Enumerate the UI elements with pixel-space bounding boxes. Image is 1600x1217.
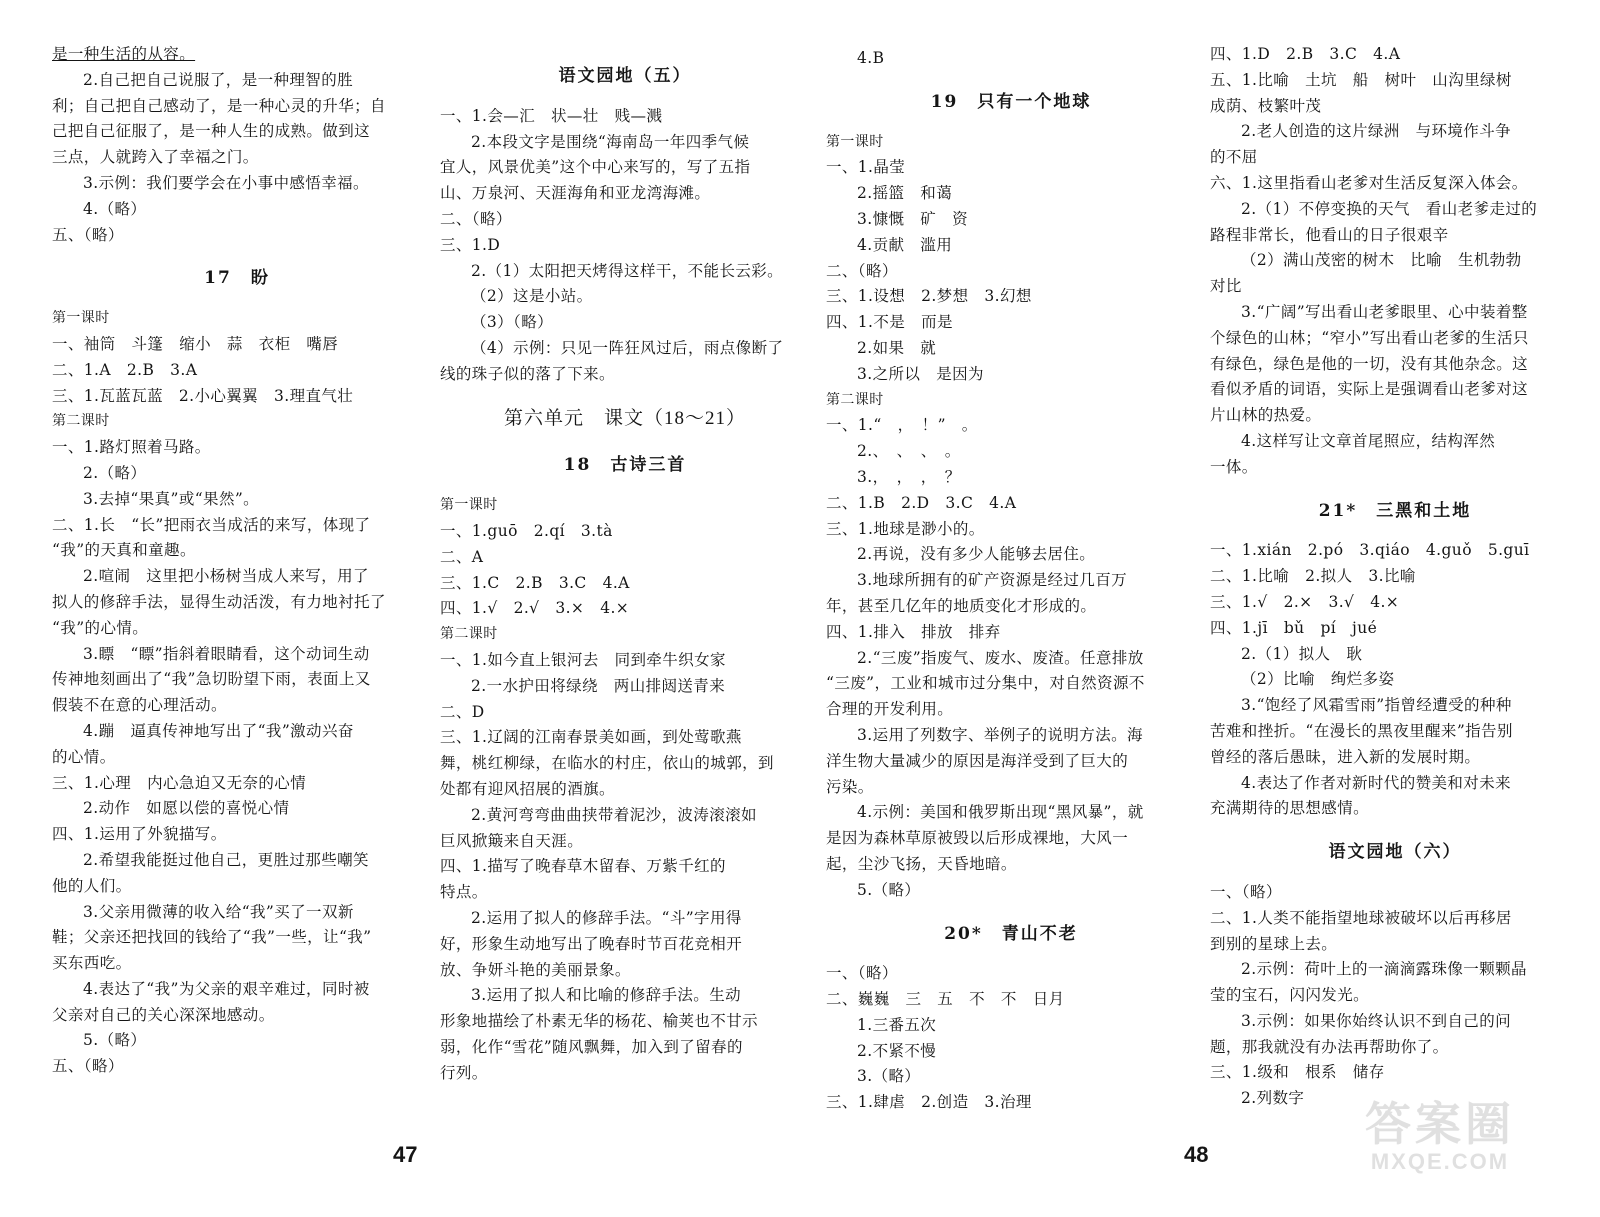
lesson-heading: 17 盼 [204, 268, 270, 289]
text-line: 第二课时 [826, 391, 884, 408]
text-line: 3.去掉“果真”或“果然”。 [83, 489, 260, 508]
text-line: 四、1.描写了晚春草木留春、万紫千红的 [440, 857, 726, 876]
text-line: 处都有迎风招展的酒旗。 [440, 779, 615, 798]
text-line: 线的珠子似的落了下来。 [440, 364, 615, 383]
text-line: 鞋；父亲还把找回的钱给了“我”一些，让“我” [52, 928, 372, 947]
text-line: 拟人的修辞手法，显得生动活泼，有力地衬托了 [52, 592, 386, 611]
text-line: 二、巍巍 三 五 不 不 日月 [826, 990, 1065, 1009]
unit-title: 第六单元 课文（18～21） [503, 407, 746, 429]
text-line: 二、D [440, 702, 485, 721]
text-line: 4.B [857, 49, 885, 67]
text-line: 2.本段文字是围绕“海南岛一年四季气候 [471, 132, 750, 151]
watermark-text: 答案圈 [1365, 1098, 1515, 1150]
text-line: 五、（略） [52, 225, 124, 244]
page-number: 47 [393, 1142, 418, 1167]
text-line: 二、A [440, 547, 484, 566]
column-3 [826, 42, 1196, 1116]
text-line: 2.（略） [83, 463, 147, 482]
text-line: 2.动作 如愿以偿的喜悦心情 [83, 799, 290, 818]
text-line: 4.蹦 逼真传神地写出了“我”激动兴奋 [83, 721, 354, 740]
text-line: 1.三番五次 [857, 1015, 937, 1034]
text-line: 三、1.地球是渺小的。 [826, 519, 985, 538]
text-line: 第二课时 [52, 413, 110, 430]
text-line: 四、1.jī bǔ pí jué [1210, 618, 1378, 637]
text-line: 洋生物大量减少的原因是海洋受到了巨大的 [826, 751, 1129, 770]
text-line: 2.黄河弯弯曲曲挟带着泥沙，波涛滚滚如 [471, 805, 757, 824]
text-line: 2.老人创造的这片绿洲 与环境作斗争 [1241, 122, 1511, 141]
text-line: 3.父亲用微薄的收入给“我”买了一双新 [83, 902, 354, 921]
text-line: 个绿色的山林；“窄小”写出看山老爹的生活只 [1210, 328, 1529, 347]
text-line: 是一种生活的从容。 [52, 45, 196, 63]
text-line: 买东西吃。 [52, 954, 132, 973]
text-line: 的不屈 [1210, 148, 1258, 167]
text-line: 好，形象生动地写出了晚春时节百花竞相开 [440, 934, 743, 953]
text-line: 题，那我就没有办法再帮助你了。 [1210, 1037, 1449, 1056]
watermark-logo [1320, 1099, 1560, 1189]
text-line: 行列。 [440, 1063, 488, 1082]
text-line: 对比 [1210, 277, 1242, 296]
text-line: 四、1.运用了外貌描写。 [52, 825, 227, 844]
text-line: 2.如果 就 [857, 338, 937, 357]
text-line: 巨风掀簸来自天涯。 [440, 831, 584, 850]
text-line: 3.“广阔”写出看山老爹眼里、心中装着整 [1241, 302, 1528, 321]
text-line: 三、1.瓦蓝瓦蓝 2.小心翼翼 3.理直气壮 [52, 386, 354, 405]
text-line: 一、（略） [826, 964, 898, 983]
text-line: 三、1.级和 根系 储存 [1210, 1063, 1385, 1082]
text-line: 曾经的落后愚昧，进入新的发展时期。 [1210, 747, 1481, 766]
text-line: 他的人们。 [52, 876, 132, 895]
column-4 [1210, 42, 1580, 1112]
text-line: 三、1.√ 2.× 3.√ 4.× [1210, 592, 1400, 611]
text-line: 片山林的热爱。 [1210, 406, 1322, 425]
text-line: 四、1.√ 2.√ 3.× 4.× [440, 599, 630, 618]
text-line: 三、1.心理 内心急迫又无奈的心情 [52, 773, 307, 792]
text-line: 特点。 [440, 883, 488, 902]
text-line: 四、1.不是 而是 [826, 313, 953, 332]
text-line: 3.地球所拥有的矿产资源是经过几百万 [857, 571, 1127, 590]
text-line: 四、1.排入 排放 排弃 [826, 622, 1001, 641]
text-line: 放、争妍斗艳的美丽景象。 [440, 960, 631, 979]
text-line: 五、（略） [52, 1057, 124, 1076]
text-line: 3.运用了拟人和比喻的修辞手法。生动 [471, 986, 741, 1005]
lesson-heading: 18 古诗三首 [563, 455, 687, 476]
column-2 [440, 42, 810, 1086]
column-1 [52, 42, 422, 1080]
text-line: 路程非常长，他看山的日子很艰辛 [1210, 225, 1449, 244]
section-heading: 语文园地（五） [558, 66, 692, 86]
text-line: 二、1.比喻 2.拟人 3.比喻 [1210, 567, 1416, 586]
text-line: 形象地描绘了朴素无华的杨花、榆荚也不甘示 [440, 1012, 759, 1031]
text-line: 5.（略） [857, 880, 921, 899]
text-line: 2.（1）拟人 耿 [1241, 644, 1363, 663]
lesson-heading: 21* 三黑和土地 [1318, 500, 1472, 521]
text-line: “我”的天真和童趣。 [52, 541, 196, 560]
text-line: 三、1.设想 2.梦想 3.幻想 [826, 287, 1032, 306]
page-number: 48 [1184, 1142, 1209, 1167]
text-line: 一、1.晶莹 [826, 158, 906, 177]
text-line: 第一课时 [52, 310, 110, 327]
text-line: “我”的心情。 [52, 618, 149, 637]
text-line: 苦难和挫折。“在漫长的黑夜里醒来”指告别 [1210, 721, 1513, 740]
text-line: 二、1.A 2.B 3.A [52, 360, 198, 379]
text-line: 2.自己把自己说服了，是一种理智的胜 [83, 70, 353, 89]
text-line: （4）示例：只见一阵狂风过后，雨点像断了 [471, 338, 784, 357]
text-line: 二、1.人类不能指望地球被破坏以后再移居 [1210, 908, 1512, 927]
text-line: 舞，桃红柳绿，在临水的村庄，依山的城郭，到 [440, 754, 774, 773]
text-line: 合理的开发利用。 [826, 700, 954, 719]
section-heading: 语文园地（六） [1328, 842, 1462, 863]
text-line: 成荫、枝繁叶茂 [1210, 96, 1322, 115]
text-line: 三、1.肆虐 2.创造 3.治理 [826, 1093, 1032, 1112]
text-line: 5.（略） [83, 1031, 147, 1050]
text-line: “三废”，工业和城市过分集中，对自然资源不 [826, 674, 1145, 693]
text-line: 2.喧闹 这里把小杨树当成人来写，用了 [83, 567, 369, 586]
text-line: 三、1.D [440, 235, 501, 254]
text-line: 第二课时 [440, 626, 498, 643]
text-line: 4.示例：美国和俄罗斯出现“黑风暴”，就 [857, 803, 1144, 822]
text-line: 2.再说，没有多少人能够去居住。 [857, 545, 1096, 564]
text-line: 2.希望我能挺过他自己，更胜过那些嘲笑 [83, 850, 369, 869]
lesson-heading: 19 只有一个地球 [930, 91, 1092, 112]
text-line: 四、1.D 2.B 3.C 4.A [1210, 45, 1401, 63]
text-line: 二、（略） [440, 209, 512, 228]
text-line: 三、1.C 2.B 3.C 4.A [440, 573, 630, 592]
text-line: 是因为森林草原被毁以后形成裸地，大风一 [826, 829, 1129, 848]
lesson-heading: 20* 青山不老 [944, 923, 1078, 944]
watermark-url: MXQE.COM [1370, 1149, 1510, 1174]
text-line: 3.运用了列数字、举例子的说明方法。海 [857, 725, 1143, 744]
text-line: 4.（略） [83, 199, 147, 218]
text-line: 充满期待的思想感情。 [1210, 799, 1370, 818]
text-line: 第一课时 [826, 133, 884, 150]
text-line: 二、1.长 “长”把雨衣当成活的来写，体现了 [52, 515, 371, 534]
text-line: 二、1.B 2.D 3.C 4.A [826, 493, 1017, 512]
text-line: 三、1.辽阔的江南春景美如画，到处莺歌燕 [440, 728, 742, 747]
text-line: 2.运用了拟人的修辞手法。“斗”字用得 [471, 908, 742, 927]
text-line: 4.这样写让文章首尾照应，结构浑然 [1241, 431, 1496, 450]
text-line: 一、1.如今直上银河去 同到牵牛织女家 [440, 650, 726, 669]
right-page [800, 0, 1600, 1217]
text-line: （2）这是小站。 [471, 287, 593, 306]
text-line: 一、1.guō 2.qí 3.tà [440, 521, 613, 540]
text-line: 2.“三废”指废气、废水、废渣。任意排放 [857, 648, 1144, 667]
text-line: 起，尘沙飞扬，天昏地暗。 [826, 854, 1017, 873]
text-line: 一、1.路灯照着马路。 [52, 438, 211, 457]
text-line: 弱，化作“雪花”随风飘舞，加入到了留春的 [440, 1037, 743, 1056]
text-line: 二、（略） [826, 261, 898, 280]
text-line: 己把自己征服了，是一种人生的成熟。做到这 [52, 122, 371, 141]
text-line: 2.不紧不慢 [857, 1041, 937, 1060]
text-line: （2）比喻 绚烂多姿 [1241, 670, 1395, 689]
text-line: 看似矛盾的词语，实际上是强调看山老爹对这 [1210, 380, 1529, 399]
text-line: 一、1.“ ， ！” 。 [826, 416, 978, 435]
text-line: 3.， ， ， ？ [857, 467, 961, 486]
text-line: 3.示例：如果你始终认识不到自己的问 [1241, 1011, 1511, 1030]
text-line: 三点，人就跨入了幸福之门。 [52, 148, 259, 167]
text-line: 山、万泉河、天涯海角和亚龙湾海滩。 [440, 184, 711, 203]
text-line: 六、1.这里指看山老爹对生活反复深入体会。 [1210, 173, 1528, 192]
text-line: 2.一水护田将绿绕 两山排闼送青来 [471, 676, 726, 695]
text-line: 一体。 [1210, 457, 1258, 476]
text-line: 3.“饱经了风霜雪雨”指曾经遭受的种种 [1241, 696, 1512, 715]
text-line: 一、（略） [1210, 882, 1282, 901]
text-line: 五、1.比喻 土坑 船 树叶 山沟里绿树 [1210, 70, 1512, 89]
text-line: 4.表达了作者对新时代的赞美和对未来 [1241, 773, 1511, 792]
text-line: 2.列数字 [1241, 1089, 1305, 1108]
text-line: 假装不在意的心理活动。 [52, 696, 227, 715]
text-line: 2.摇篮 和蔼 [857, 184, 953, 203]
text-line: 3.（略） [857, 1067, 921, 1086]
text-line: 污染。 [826, 777, 874, 796]
text-line: 年，甚至几亿年的地质变化才形成的。 [826, 596, 1097, 615]
text-line: 传神地刻画出了“我”急切盼望下雨，表面上又 [52, 670, 371, 689]
text-line: 4.表达了“我”为父亲的艰辛难过，同时被 [83, 979, 370, 998]
text-line: 到别的星球上去。 [1210, 934, 1338, 953]
text-line: 3.示例：我们要学会在小事中感悟幸福。 [83, 173, 369, 192]
text-line: 4.贡献 滥用 [857, 235, 953, 254]
text-line: 3.慷慨 矿 资 [857, 209, 968, 228]
text-line: 2.（1）不停变换的天气 看山老爹走过的 [1241, 199, 1538, 218]
text-line: 3.瞟 “瞟”指斜着眼睛看，这个动词生动 [83, 644, 370, 663]
text-line: 父亲对自己的关心深深地感动。 [52, 1005, 275, 1024]
text-line: （2）满山茂密的树木 比喻 生机勃勃 [1241, 251, 1522, 270]
text-line: 2.示例：荷叶上的一滴滴露珠像一颗颗晶 [1241, 960, 1527, 979]
text-line: （3）（略） [471, 313, 554, 332]
text-line: 莹的宝石，闪闪发光。 [1210, 986, 1370, 1005]
text-line: 第一课时 [440, 497, 498, 514]
text-line: 3.之所以 是因为 [857, 364, 984, 383]
text-line: 一、1.xián 2.pó 3.qiáo 4.guǒ 5.guī [1210, 541, 1530, 560]
text-line: 一、1.会—汇 状—壮 贱—溅 [440, 106, 663, 125]
text-line: 有绿色，绿色是他的一切，没有其他杂念。这 [1210, 354, 1529, 373]
text-line: 一、袖筒 斗篷 缩小 蒜 衣柜 嘴唇 [52, 334, 339, 353]
text-line: 利；自己把自己感动了，是一种心灵的升华；自 [52, 96, 386, 115]
text-line: 的心情。 [52, 747, 116, 766]
text-line: 宜人，风景优美”这个中心来写的，写了五指 [440, 158, 751, 177]
text-line: 2.、 、 、 。 [857, 442, 961, 461]
text-line: 2.（1）太阳把天烤得这样干，不能长云彩。 [471, 261, 784, 280]
